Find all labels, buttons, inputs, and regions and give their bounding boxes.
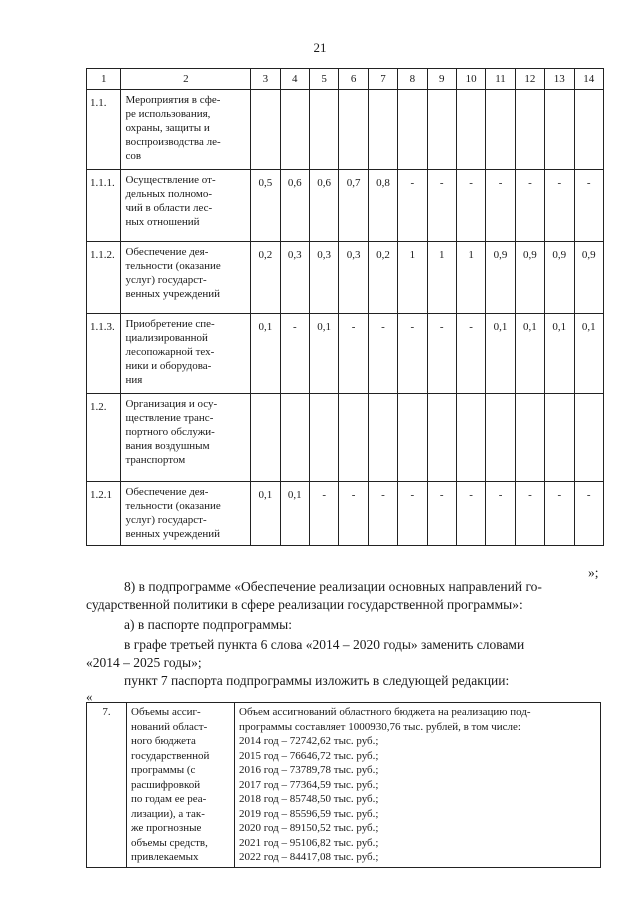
value-cell bbox=[339, 90, 368, 170]
content-line: 2022 год – 84417,08 тыс. руб.; bbox=[239, 851, 379, 863]
row-number: 1.2. bbox=[87, 394, 121, 482]
value-cell: 0,1 bbox=[486, 314, 515, 394]
row-name-line: портного обслужи- bbox=[125, 426, 215, 438]
paragraph-line: сударственной политики в сфере реализации государственной программы»: bbox=[86, 597, 523, 612]
value-cell bbox=[456, 394, 485, 482]
value-cell: 0,8 bbox=[368, 170, 397, 242]
value-cell bbox=[280, 394, 309, 482]
value-cell: - bbox=[574, 482, 604, 546]
row-number: 1.1.2. bbox=[87, 242, 121, 314]
value-cell bbox=[251, 394, 280, 482]
passport-table bbox=[86, 702, 601, 868]
value-cell: - bbox=[398, 482, 427, 546]
column-header: 13 bbox=[545, 69, 574, 90]
value-cell: 0,1 bbox=[515, 314, 544, 394]
value-cell: 0,3 bbox=[309, 242, 338, 314]
value-cell: - bbox=[398, 170, 427, 242]
row-name-line: Обеспечение дея- bbox=[125, 486, 209, 498]
label-line: программы (с bbox=[131, 764, 196, 776]
value-cell bbox=[515, 90, 544, 170]
row-name-line: сов bbox=[125, 150, 142, 162]
content-line: 2020 год – 89150,52 тыс. руб.; bbox=[239, 822, 379, 834]
value-cell: - bbox=[486, 482, 515, 546]
table-header-row bbox=[87, 69, 604, 90]
content-line: 2019 год – 85596,59 тыс. руб.; bbox=[239, 807, 379, 820]
row-number: 1.1. bbox=[87, 90, 121, 170]
value-cell: - bbox=[515, 482, 544, 546]
value-cell bbox=[398, 394, 427, 482]
label-line: расшифровкой bbox=[131, 778, 201, 791]
row-name bbox=[121, 314, 251, 394]
value-cell: 0,1 bbox=[545, 314, 574, 394]
value-cell: - bbox=[456, 314, 485, 394]
value-cell bbox=[309, 394, 338, 482]
value-cell: - bbox=[280, 314, 309, 394]
row-name bbox=[121, 242, 251, 314]
passport-item-label bbox=[127, 703, 235, 868]
content-line: Объем ассигнований областного бюджета на реализацию под- bbox=[239, 706, 531, 718]
value-cell bbox=[251, 90, 280, 170]
column-header: 6 bbox=[339, 69, 368, 90]
label-line: привлекаемых bbox=[131, 851, 199, 863]
row-name-line: ре использования, bbox=[125, 108, 211, 120]
table-row bbox=[87, 170, 604, 242]
passport-item-content bbox=[235, 703, 601, 868]
value-cell: 0,3 bbox=[339, 242, 368, 314]
row-name-line: Приобретение спе- bbox=[125, 318, 215, 330]
value-cell bbox=[398, 90, 427, 170]
row-name-line: Осуществление от- bbox=[125, 174, 216, 186]
row-name-line: тельности (оказание bbox=[125, 500, 221, 512]
table-row bbox=[87, 394, 604, 482]
value-cell: - bbox=[456, 482, 485, 546]
paragraph-line: 8) в подпрограмме «Обеспечение реализации основных направлений го- bbox=[124, 579, 542, 594]
label-line: по годам ее реа- bbox=[131, 793, 207, 805]
table-row bbox=[87, 703, 601, 868]
row-name-line: лесопожарной тех- bbox=[125, 346, 215, 358]
row-name-line: транспортом bbox=[125, 454, 186, 466]
content-line: 2017 год – 77364,59 тыс. руб.; bbox=[239, 778, 379, 791]
value-cell: 1 bbox=[398, 242, 427, 314]
value-cell: - bbox=[574, 170, 604, 242]
value-cell: 0,9 bbox=[486, 242, 515, 314]
value-cell: - bbox=[545, 170, 574, 242]
value-cell: - bbox=[427, 482, 456, 546]
value-cell: 0,1 bbox=[309, 314, 338, 394]
content-line: программы составляет 1000930,76 тыс. рублей, в том числе: bbox=[239, 720, 521, 733]
value-cell: - bbox=[398, 314, 427, 394]
column-header: 3 bbox=[251, 69, 280, 90]
value-cell bbox=[486, 90, 515, 170]
row-name-line: Организация и осу- bbox=[125, 398, 218, 410]
row-name-line: вания воздушным bbox=[125, 440, 210, 452]
row-name-line: венных учреждений bbox=[125, 528, 221, 540]
indicators-table bbox=[86, 68, 604, 546]
value-cell bbox=[574, 394, 604, 482]
row-name-line: тельности (оказание bbox=[125, 260, 221, 272]
value-cell: - bbox=[368, 482, 397, 546]
row-name-line: циализированной bbox=[125, 332, 208, 344]
row-name-line: услуг) государст- bbox=[125, 514, 207, 526]
column-header: 9 bbox=[427, 69, 456, 90]
row-name bbox=[121, 394, 251, 482]
label-line: государственной bbox=[131, 749, 210, 762]
closing-quote: »; bbox=[588, 565, 599, 580]
paragraph-a bbox=[86, 616, 604, 634]
value-cell bbox=[427, 394, 456, 482]
value-cell: 0,3 bbox=[280, 242, 309, 314]
value-cell: - bbox=[368, 314, 397, 394]
value-cell: 0,1 bbox=[574, 314, 604, 394]
label-line: объемы средств, bbox=[131, 836, 208, 849]
label-line: же прогнозные bbox=[131, 822, 202, 834]
table-row bbox=[87, 314, 604, 394]
value-cell: 0,5 bbox=[251, 170, 280, 242]
row-name-line: венных учреждений bbox=[125, 288, 221, 300]
row-name-line: ния bbox=[125, 374, 143, 386]
value-cell: 0,1 bbox=[251, 314, 280, 394]
value-cell bbox=[368, 90, 397, 170]
value-cell bbox=[486, 394, 515, 482]
value-cell bbox=[545, 90, 574, 170]
row-name-line: дельных полномо- bbox=[125, 188, 212, 200]
row-number: 1.2.1 bbox=[87, 482, 121, 546]
table-row bbox=[87, 482, 604, 546]
value-cell: 0,2 bbox=[251, 242, 280, 314]
row-name-line: ники и оборудова- bbox=[125, 360, 212, 372]
value-cell: - bbox=[545, 482, 574, 546]
value-cell: 1 bbox=[427, 242, 456, 314]
value-cell: 0,6 bbox=[280, 170, 309, 242]
table-row bbox=[87, 242, 604, 314]
value-cell: - bbox=[427, 314, 456, 394]
column-header: 1 bbox=[87, 69, 121, 90]
row-name bbox=[121, 90, 251, 170]
value-cell: - bbox=[515, 170, 544, 242]
value-cell bbox=[339, 394, 368, 482]
page-number: 21 bbox=[313, 40, 327, 55]
paragraph-line: «2014 – 2025 годы»; bbox=[86, 655, 202, 670]
value-cell: - bbox=[486, 170, 515, 242]
value-cell bbox=[309, 90, 338, 170]
passport-item-number: 7. bbox=[87, 703, 127, 868]
column-header: 11 bbox=[486, 69, 515, 90]
paragraph-replace bbox=[86, 636, 604, 672]
opening-quote: « bbox=[86, 689, 93, 704]
label-line: ного бюджета bbox=[131, 735, 196, 747]
value-cell: 0,9 bbox=[545, 242, 574, 314]
row-number: 1.1.1. bbox=[87, 170, 121, 242]
column-header: 4 bbox=[280, 69, 309, 90]
content-line: 2018 год – 85748,50 тыс. руб.; bbox=[239, 793, 379, 805]
column-header: 5 bbox=[309, 69, 338, 90]
row-name-line: охраны, защиты и bbox=[125, 122, 210, 134]
table-row bbox=[87, 90, 604, 170]
row-name-line: Мероприятия в сфе- bbox=[125, 94, 221, 106]
value-cell bbox=[280, 90, 309, 170]
label-line: Объемы ассиг- bbox=[131, 706, 201, 718]
value-cell: 0,1 bbox=[280, 482, 309, 546]
paragraph-line: в графе третьей пункта 6 слова «2014 – 2020 годы» заменить словами bbox=[124, 637, 525, 652]
value-cell bbox=[456, 90, 485, 170]
value-cell: 0,1 bbox=[251, 482, 280, 546]
row-name-line: воспроизводства ле- bbox=[125, 136, 221, 148]
row-name-line: ных отношений bbox=[125, 216, 200, 228]
value-cell: 0,2 bbox=[368, 242, 397, 314]
value-cell: 0,6 bbox=[309, 170, 338, 242]
column-header: 12 bbox=[515, 69, 544, 90]
value-cell: 0,9 bbox=[574, 242, 604, 314]
value-cell: - bbox=[427, 170, 456, 242]
row-name-line: чий в области лес- bbox=[125, 202, 213, 214]
value-cell bbox=[368, 394, 397, 482]
value-cell bbox=[574, 90, 604, 170]
value-cell: - bbox=[339, 314, 368, 394]
value-cell: 0,7 bbox=[339, 170, 368, 242]
row-name-line: ществление транс- bbox=[125, 412, 214, 424]
row-number: 1.1.3. bbox=[87, 314, 121, 394]
paragraph-line: пункт 7 паспорта подпрограммы изложить в следующей редакции: bbox=[124, 673, 510, 688]
column-header: 7 bbox=[368, 69, 397, 90]
value-cell bbox=[545, 394, 574, 482]
column-header: 2 bbox=[121, 69, 251, 90]
content-line: 2021 год – 95106,82 тыс. руб.; bbox=[239, 836, 379, 849]
value-cell bbox=[427, 90, 456, 170]
paragraph-line: а) в паспорте подпрограммы: bbox=[124, 617, 292, 632]
column-header: 14 bbox=[574, 69, 604, 90]
paragraph-8 bbox=[86, 578, 604, 614]
label-line: нований област- bbox=[131, 720, 208, 733]
value-cell: 1 bbox=[456, 242, 485, 314]
value-cell bbox=[515, 394, 544, 482]
value-cell: - bbox=[309, 482, 338, 546]
content-line: 2014 год – 72742,62 тыс. руб.; bbox=[239, 735, 379, 747]
row-name bbox=[121, 170, 251, 242]
column-header: 10 bbox=[456, 69, 485, 90]
value-cell: - bbox=[456, 170, 485, 242]
content-line: 2015 год – 76646,72 тыс. руб.; bbox=[239, 749, 379, 762]
content-line: 2016 год – 73789,78 тыс. руб.; bbox=[239, 764, 379, 776]
value-cell: - bbox=[339, 482, 368, 546]
row-name bbox=[121, 482, 251, 546]
column-header: 8 bbox=[398, 69, 427, 90]
value-cell: 0,9 bbox=[515, 242, 544, 314]
label-line: лизации), а так- bbox=[131, 807, 205, 820]
row-name-line: услуг) государст- bbox=[125, 274, 207, 286]
row-name-line: Обеспечение дея- bbox=[125, 246, 209, 258]
